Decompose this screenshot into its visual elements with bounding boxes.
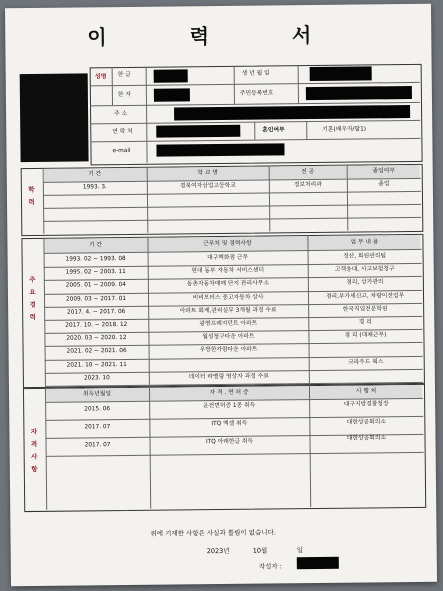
resume-document: [5, 4, 437, 586]
career-place: 비비모터스 중고자동차 상사: [192, 294, 264, 301]
career-place: 대구백화점 근무: [207, 254, 249, 262]
edu-row-period: 1993. 3.: [82, 184, 107, 191]
license-header-issuer: 시 행 처: [355, 388, 377, 395]
career-period: 2020. 03 ~ 2020. 12: [66, 335, 127, 342]
career-header-duty: 업 무 내 용: [350, 239, 379, 246]
footer-year: 2023년: [206, 546, 230, 556]
email-redacted: [156, 143, 284, 156]
edu-header-status: 졸업여부: [372, 168, 395, 175]
career-duty: 경리,부가세신고, 차량이전업무: [325, 292, 405, 300]
career-duty: 경 리: [358, 319, 372, 326]
career-rows: [5, 4, 431, 8]
career-duty: 경 리 (대체근무): [344, 332, 387, 339]
contact-redacted: [156, 125, 240, 138]
career-period: 2021. 02 ~ 2021. 06: [66, 348, 127, 356]
career-period: 1993. 02 ~ 1993. 08: [65, 255, 126, 263]
career-section-label: 주요경력: [27, 275, 37, 327]
career-duty: 경리, 상가관리: [346, 279, 384, 287]
license-name: 운전면허증 1종 취득: [203, 402, 256, 410]
career-period: 2005. 01 ~ 2009. 04: [65, 282, 127, 290]
career-duty: 크라우드 웍스: [347, 358, 384, 366]
career-period: 2017. 10. ~ 2018. 12: [65, 321, 128, 329]
license-date: 2017. 07: [84, 424, 111, 431]
license-issuer: 대한상공회의소: [346, 419, 386, 426]
contact-label: 연 락 처: [112, 128, 133, 136]
name-side-label: 성명: [94, 73, 107, 81]
birth-redacted: [310, 66, 372, 81]
license-header-name: 자 격 . 면 허 증: [209, 389, 249, 397]
license-name: ITQ 아래한글 취득: [205, 438, 254, 446]
career-place: 우방한가람타운 아파트: [199, 347, 258, 354]
education-section-label: 학력: [26, 185, 36, 212]
address-label: 주 소: [114, 110, 128, 118]
career-place: 아파트 회계,관리실무 3개월 과정 수료: [179, 307, 277, 315]
career-duty: 정산, 회원관리팀: [343, 253, 387, 260]
edu-header-period: 기 간: [88, 171, 102, 178]
career-period: 2023. 10: [83, 374, 110, 382]
career-place: 현대 동부 자동차 서비스센터: [191, 267, 265, 275]
edu-row-status: 졸업: [378, 181, 390, 188]
name-redacted: [154, 69, 188, 82]
footer-writer: 작성자 :: [258, 562, 282, 571]
license-issuer: 대구지방경찰청장: [343, 401, 389, 408]
rrn-redacted: [306, 86, 412, 100]
license-section-label: 자격사항: [29, 427, 38, 479]
marital-label: 혼인여부: [262, 127, 285, 134]
career-header-place: 근무처 및 경력사항: [203, 240, 252, 248]
marital-value: 기혼(배우자/딸1): [322, 126, 367, 133]
license-date: 2015. 06: [84, 406, 111, 413]
career-place: 데이터 라벨링 영상자 과정 수료: [188, 373, 269, 381]
career-place: 동촌자동차매매 단지 관리사무소: [186, 280, 269, 288]
signature-redacted: [297, 557, 339, 569]
footer-statement: 위에 기재한 사항은 사실과 틀림이 없습니다.: [150, 528, 276, 538]
photo-redacted: [20, 73, 89, 162]
edu-header-major: 전 공: [301, 169, 315, 176]
footer-month: 10월: [252, 546, 268, 555]
hanja-label: 한 자: [117, 91, 131, 99]
footer-day: 일: [296, 546, 303, 555]
name-label: 한 글: [117, 71, 131, 79]
career-header-period: 기 간: [88, 242, 103, 249]
license-issuer: 대한상공회의소: [346, 435, 387, 442]
career-period: 2009. 03 ~ 2017. 01: [65, 295, 127, 303]
license-name: ITQ 엑셀 취득: [211, 420, 248, 428]
edu-row-major: 정보처리과: [293, 181, 322, 189]
career-duty: 고객응대, 사고보험청구: [334, 266, 395, 273]
edu-header-school: 학 교 명: [197, 170, 219, 177]
birth-label: 생 년 월 일: [241, 70, 270, 77]
edu-row-school: 경북여자상업고등학교: [179, 182, 236, 190]
email-label: e-mail: [112, 147, 131, 155]
rrn-label: 주민등록번호: [239, 90, 274, 97]
career-place: 광명프레지던트 아파트: [199, 320, 258, 328]
hanja-redacted: [154, 88, 190, 101]
career-duty: 한국직업전문학원: [342, 306, 388, 313]
license-header-date: 취득년월일: [83, 391, 112, 398]
license-date: 2017. 07: [84, 442, 111, 449]
career-period: 1995. 02 ~ 2003. 11: [65, 269, 126, 276]
career-place: 월성청구타운 아파트: [202, 333, 255, 341]
career-period: 2017. 4. ~ 2017. 06: [66, 308, 126, 316]
career-period: 2021. 10 ~ 2021. 11: [66, 361, 127, 369]
document-title: 이 력 서: [87, 22, 350, 50]
address-redacted: [174, 105, 410, 120]
